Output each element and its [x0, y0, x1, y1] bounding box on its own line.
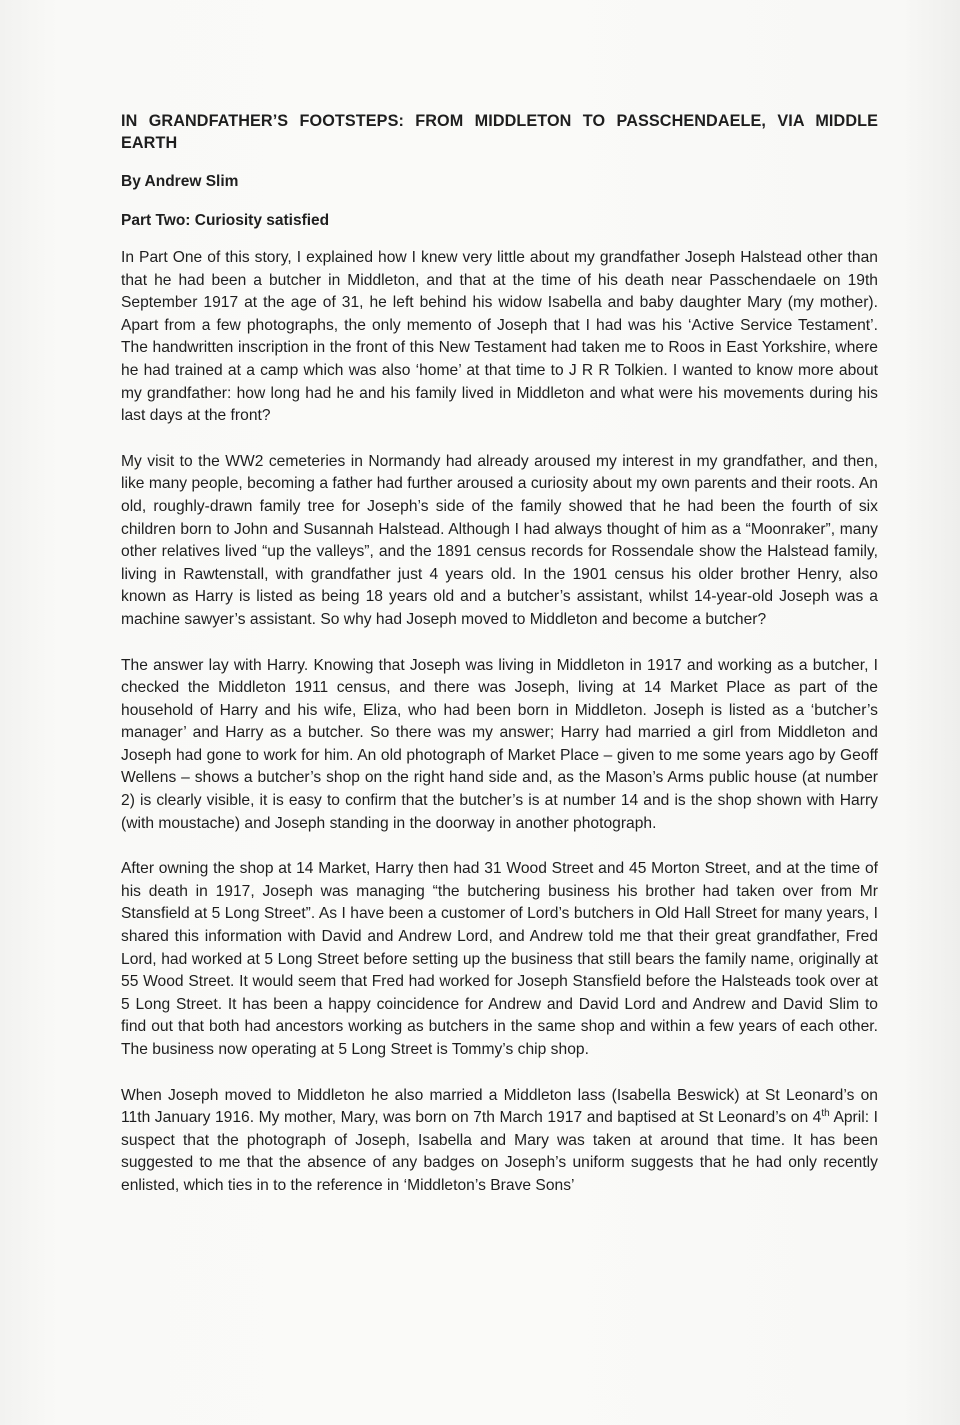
article-title: IN GRANDFATHER’S FOOTSTEPS: FROM MIDDLETON TO PASSCHENDAELE, VIA MIDDLE EARTH: [121, 112, 878, 152]
author-byline: By Andrew Slim: [121, 173, 239, 190]
paragraph-2: My visit to the WW2 cemeteries in Normandy had already aroused my interest in my grandfather, and then, like many people, becoming a father had further aroused a curiosity about my own parents and their roots. An old, roughly-drawn family tree for Joseph’s side of the family showed that he had been the fourth of six children born to John and Susannah Halstead. Although I had always thought of him as a “Moonraker”, many other relatives lived “up the valleys”, and the 1891 census records for Rossendale show the Halstead family, living in Rawtenstall, with grandfather just 4 years old. In the 1901 census his older brother Henry, also known as Harry is listed as being 18 years old and a butcher’s assistant, whilst 14-year-old Joseph was a machine sawyer’s assistant. So why had Joseph moved to Middleton and become a butcher?: [121, 452, 878, 628]
paragraph-3: The answer lay with Harry. Knowing that Joseph was living in Middleton in 1917 and working as a butcher, I checked the Middleton 1911 census, and there was Joseph, living at 14 Market Place as part of the household of Harry and his wife, Eliza, who had been born in Middleton. Joseph is listed as a ‘butcher’s manager’ and Harry as a butcher. So there was my answer; Harry had married a girl from Middleton and Joseph had gone to work for him. An old photograph of Market Place – given to me some years ago by Geoff Wellens – shows a butcher’s shop on the right hand side and, as the Mason’s Arms public house (at number 2) is clearly visible, it is easy to confirm that the butcher’s is at number 14 and is the shop shown with Harry (with moustache) and Joseph standing in the doorway in another photograph.: [121, 656, 878, 832]
paragraph-4: After owning the shop at 14 Market, Harry then had 31 Wood Street and 45 Morton Street, and at the time of his death in 1917, Joseph was managing “the butchering business his brother had taken over from Mr Stansfield at 5 Long Street”. As I have been a customer of Lord’s butchers in Old Hall Street for many years, I shared this information with David and Andrew Lord, and Andrew told me that their great grandfather, Fred Lord, had worked at 5 Long Street before setting up the business that still bears the family name, originally at 55 Wood Street. It would seem that Fred had worked for Joseph Stansfield before the Halsteads took over at 5 Long Street. It has been a happy coincidence for Andrew and David Lord and Andrew and David Slim to find out that both had ancestors working as butchers in the same shop and within a few years of each other. The business now operating at 5 Long Street is Tommy’s chip shop.: [121, 860, 878, 1058]
ordinal-suffix: th: [821, 1108, 830, 1120]
article-body: [121, 110, 878, 1221]
paragraph-5-end: April: I suspect that the photograph of Joseph, Isabella and Mary was taken at around that time. It has been suggested to me that the absence of any badges on Joseph’s uniform suggests that he had only recently enlisted, which ties in to the reference in ‘Middleton’s Brave Sons’: [121, 1109, 878, 1194]
paragraph-5: [121, 1085, 878, 1198]
paragraph-5-start: When Joseph moved to Middleton he also married a Middleton lass (Isabella Beswick) at St Leonard’s on 11th January 1916. My mother, Mary, was born on 7th March 1917 and baptised at St Leonard’s on 4: [121, 1086, 878, 1127]
paragraph-1: In Part One of this story, I explained how I knew very little about my grandfather Joseph Halstead other than that he had been a butcher in Middleton, and that at the time of his death near Passchendaele on 19th September 1917 at the age of 31, he left behind his widow Isabella and baby daughter Mary (my mother). Apart from a few photographs, the only memento of Joseph that I had was his ‘Active Service Testament’. The handwritten inscription in the front of this New Testament had taken me to Roos in East Yorkshire, where he had trained at a camp which was also ‘home’ at that time to J R R Tolkien. I wanted to know more about my grandfather: how long had he and his family lived in Middleton and what were his movements during his last days at the front?: [121, 249, 878, 425]
part-heading: Part Two: Curiosity satisfied: [121, 212, 330, 229]
